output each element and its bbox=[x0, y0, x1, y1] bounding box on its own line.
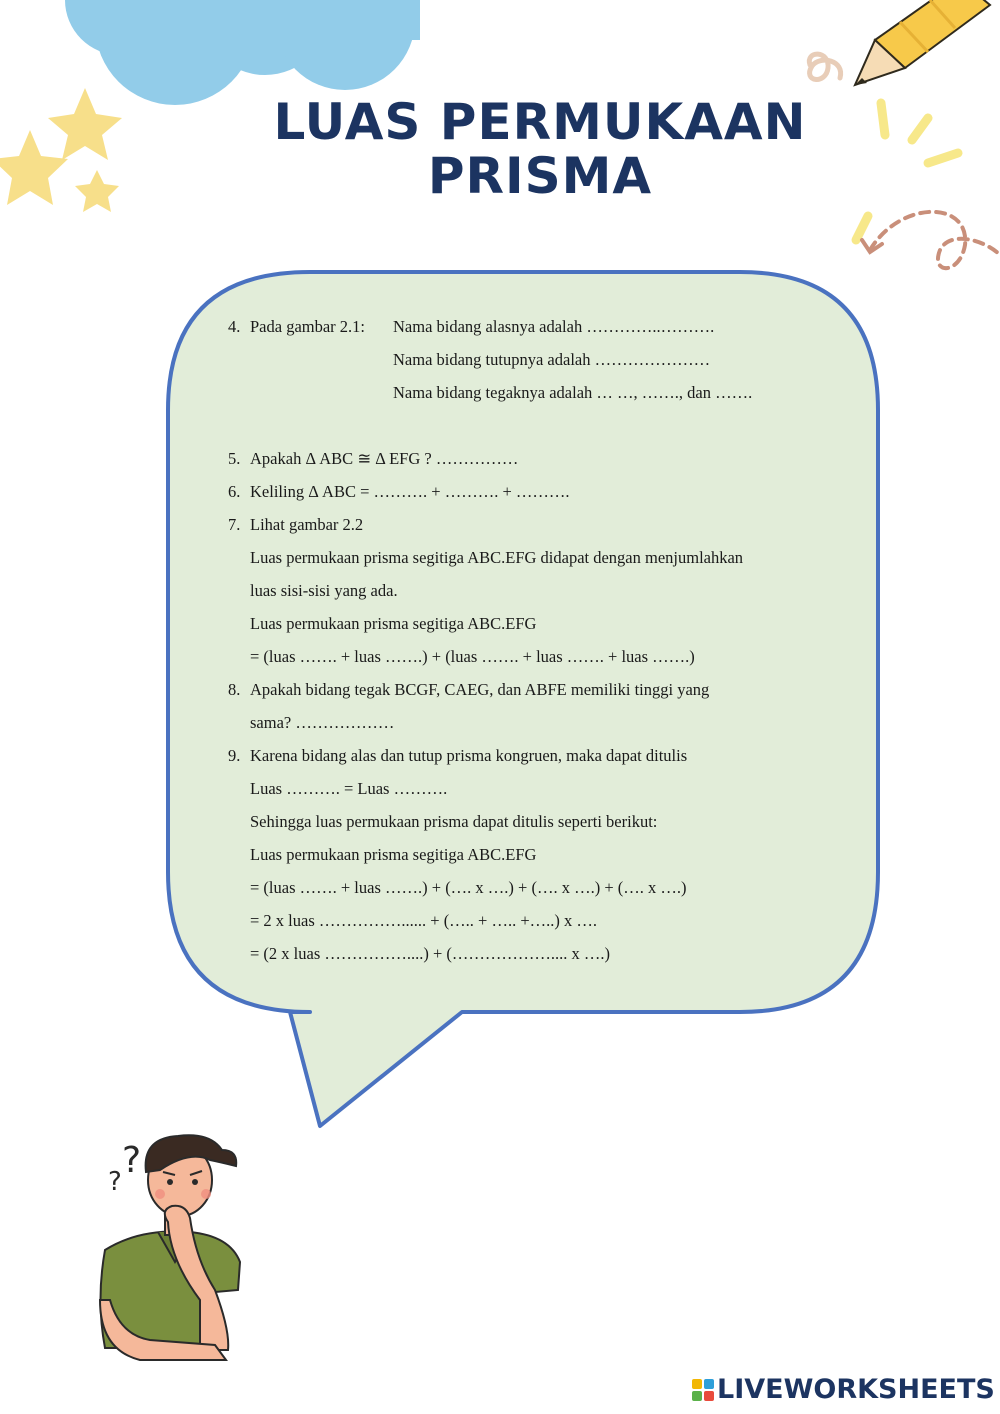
answer-line[interactable]: = (luas ……. + luas …….) + (…. x ….) + (…. x ….) + (…. x ….) bbox=[250, 878, 687, 897]
question-text: Sehingga luas permukaan prisma dapat ditulis seperti berikut: bbox=[250, 812, 658, 831]
question-mark-small: ? bbox=[108, 1167, 122, 1197]
question-text: Luas permukaan prisma segitiga ABC.EFG bbox=[250, 614, 537, 633]
question-mark: ? bbox=[122, 1140, 142, 1181]
answer-line[interactable]: sama? ……………… bbox=[250, 713, 395, 732]
question-text: Luas permukaan prisma segitiga ABC.EFG didapat dengan menjumlahkan bbox=[250, 548, 744, 567]
liveworksheets-logo[interactable] bbox=[692, 1374, 995, 1405]
worksheet-questions bbox=[228, 310, 848, 970]
question-number: 5. bbox=[228, 449, 241, 468]
question-6 bbox=[228, 475, 848, 508]
answer-line[interactable]: = (2 x luas ……………....) + (……………….... x ….) bbox=[250, 944, 611, 963]
answer-line[interactable]: Nama bidang tegaknya adalah … …, ……., dan ……. bbox=[393, 383, 753, 402]
question-5 bbox=[228, 442, 848, 475]
question-text: Apakah bidang tegak BCGF, CAEG, dan ABFE memiliki tinggi yang bbox=[250, 680, 710, 699]
question-8 bbox=[228, 673, 848, 706]
question-text[interactable]: Apakah Δ ABC ≅ Δ EFG ? …………… bbox=[250, 449, 519, 468]
answer-line[interactable]: = 2 x luas ……………...... + (….. + ….. +…..) x …. bbox=[250, 911, 598, 930]
question-number: 6. bbox=[228, 482, 241, 501]
logo-mark-icon bbox=[692, 1379, 714, 1401]
title-line-2: PRISMA bbox=[427, 147, 653, 205]
question-4 bbox=[228, 310, 848, 343]
question-text: Karena bidang alas dan tutup prisma kongruen, maka dapat ditulis bbox=[250, 746, 688, 765]
question-label: Pada gambar 2.1: bbox=[250, 317, 366, 336]
question-text: Luas permukaan prisma segitiga ABC.EFG bbox=[250, 845, 537, 864]
question-number: 9. bbox=[228, 746, 241, 765]
question-9 bbox=[228, 739, 848, 772]
answer-line[interactable]: Nama bidang alasnya adalah …………..………. bbox=[393, 317, 715, 336]
question-text[interactable]: Keliling Δ ABC = ………. + ………. + ………. bbox=[250, 482, 570, 501]
answer-line[interactable]: Nama bidang tutupnya adalah ………………… bbox=[393, 350, 711, 369]
question-number: 8. bbox=[228, 680, 241, 699]
answer-line[interactable]: = (luas ……. + luas …….) + (luas ……. + luas ……. + luas …….) bbox=[250, 647, 695, 666]
title-line-1: LUAS PERMUKAAN bbox=[273, 93, 807, 151]
question-7 bbox=[228, 508, 848, 541]
question-text: Lihat gambar 2.2 bbox=[250, 515, 364, 534]
logo-text: LIVEWORKSHEETS bbox=[717, 1374, 995, 1405]
question-text: luas sisi-sisi yang ada. bbox=[250, 581, 398, 600]
question-number: 4. bbox=[228, 317, 241, 336]
question-number: 7. bbox=[228, 515, 241, 534]
answer-line[interactable]: Luas ………. = Luas ………. bbox=[250, 779, 448, 798]
